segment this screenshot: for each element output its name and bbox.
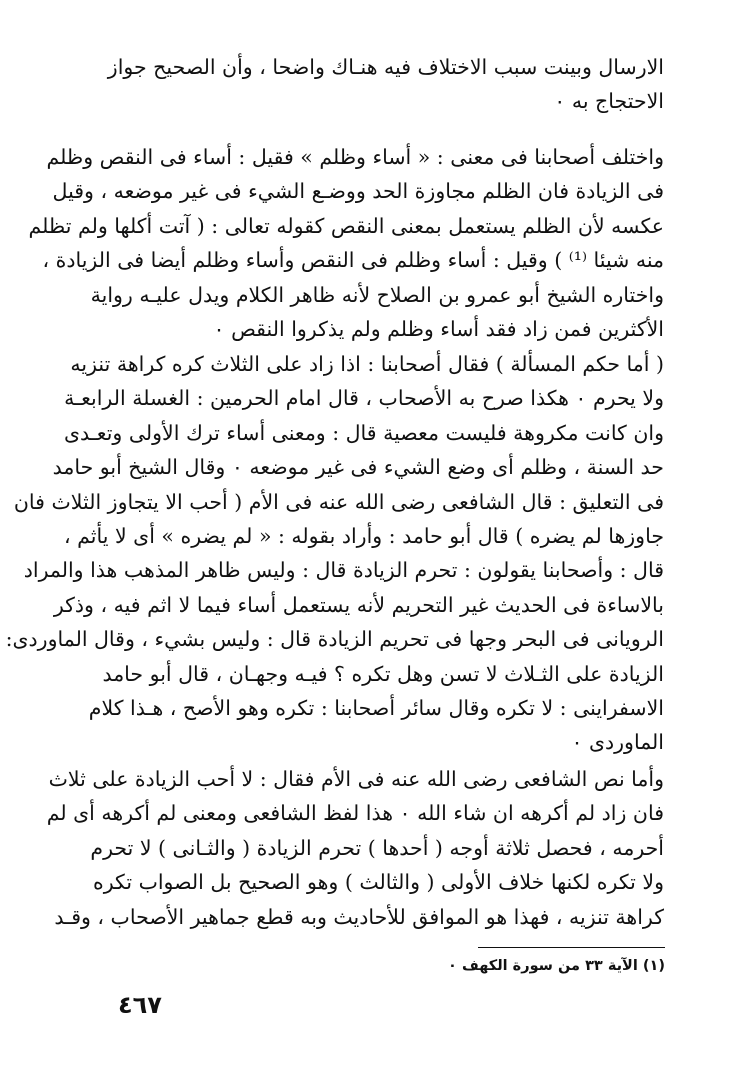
text-line: الاحتجاج به ٠ bbox=[554, 89, 664, 114]
text-line: عكسه لأن الظلم يستعمل بمعنى النقص كقوله تعالى : ( آتت أكلها ولم تظلم bbox=[28, 213, 664, 238]
text-line: الاسفراينى : لا تكره وقال سائر أصحابنا : تكره وهو الأصح ، هـذا كلام bbox=[88, 695, 664, 720]
paragraph-1 bbox=[90, 50, 664, 119]
text-line: ولا يحرم ٠ هكذا صرح به الأصحاب ، قال امام الحرمين : الغسلة الرابعـة bbox=[64, 386, 664, 411]
page-number: ٤٦٧ bbox=[118, 991, 162, 1019]
text-line: واختاره الشيخ أبو عمرو بن الصلاح لأنه ظاهر الكلام ويدل عليـه رواية bbox=[90, 282, 664, 307]
text-line: واختلف أصحابنا فى معنى : « أساء وظلم » فقيل : أساء فى النقص وظلم bbox=[46, 145, 664, 169]
text-line: قال : وأصحابنا يقولون : تحرم الزيادة قال : وليس ظاهر المذهب هذا والمراد bbox=[23, 558, 664, 583]
footnote-divider bbox=[478, 947, 665, 948]
paragraph-3 bbox=[5, 347, 664, 760]
text-line: ( أما حكم المسألة ) فقال أصحابنا : اذا زاد على الثلاث كره كراهة تنزيه bbox=[70, 352, 664, 376]
text-line: الرويانى فى البحر وجها فى تحريم الزيادة قال : وليس بشيء ، وقال الماوردى: bbox=[5, 627, 664, 652]
text-line: جاوزها لم يضره ) قال أبو حامد : وأراد بقوله : « لم يضره » أى لا يأثم ، bbox=[64, 523, 664, 548]
text-line: أحرمه ، فحصل ثلاثة أوجه ( أحدها ) تحرم الزيادة ( والثـانى ) لا تحرم bbox=[90, 835, 664, 860]
text-line: بالاساءة فى الحديث غير التحريم لأنه يستعمل أساء فيما لا اثم فيه ، وذكر bbox=[53, 592, 664, 617]
text-line: وأما نص الشافعى رضى الله عنه فى الأم فقال : لا أحب الزيادة على ثلاث bbox=[48, 767, 664, 791]
text-line: الارسال وبينت سبب الاختلاف فيه هنـاك واضحا ، وأن الصحيح جواز bbox=[107, 55, 664, 79]
footnote: (١) الآية ٣٣ من سورة الكهف ٠ bbox=[448, 958, 665, 974]
text-line: الأكثرين فمن زاد فقد أساء وظلم ولم يذكروا النقص ٠ bbox=[213, 316, 664, 341]
text-line: حد السنة ، وظلم أى وضع الشيء فى غير موضعه ٠ وقال الشيخ أبو حامد bbox=[52, 455, 664, 480]
text-line: ولا تكره لكنها خلاف الأولى ( والثالث ) وهو الصحيح بل الصواب تكره bbox=[92, 870, 664, 895]
text-line: فى الزيادة فان الظلم مجاوزة الحد ووضـع الشيء فى غير موضعه ، وقيل bbox=[52, 179, 664, 204]
text-line: الماوردى ٠ bbox=[571, 730, 664, 755]
text-line: كراهة تنزيه ، فهذا هو الموافق للأحاديث وبه قطع جماهير الأصحاب ، وقـد bbox=[54, 904, 664, 929]
text-line: وان كانت مكروهة فليست معصية قال : ومعنى أساء ترك الأولى وتعـدى bbox=[64, 420, 664, 445]
text-line: فان زاد لم أكرهه ان شاء الله ٠ هذا لفظ الشافعى ومعنى لم أكرهه أى لم bbox=[46, 801, 664, 826]
text-line: منه شيئا ⁽¹⁾ ) وقيل : أساء وظلم فى النقص وأساء وظلم أيضا فى الزيادة ، bbox=[42, 248, 664, 273]
paragraph-2 bbox=[28, 140, 664, 346]
text-line: الزيادة على الثـلاث لا تسن وهل تكره ؟ فيـه وجهـان ، قال أبو حامد bbox=[102, 661, 664, 686]
text-line: فى التعليق : قال الشافعى رضى الله عنه فى الأم ( أحب الا يتجاوز الثلاث فان bbox=[13, 489, 664, 514]
paragraph-4 bbox=[46, 762, 664, 934]
